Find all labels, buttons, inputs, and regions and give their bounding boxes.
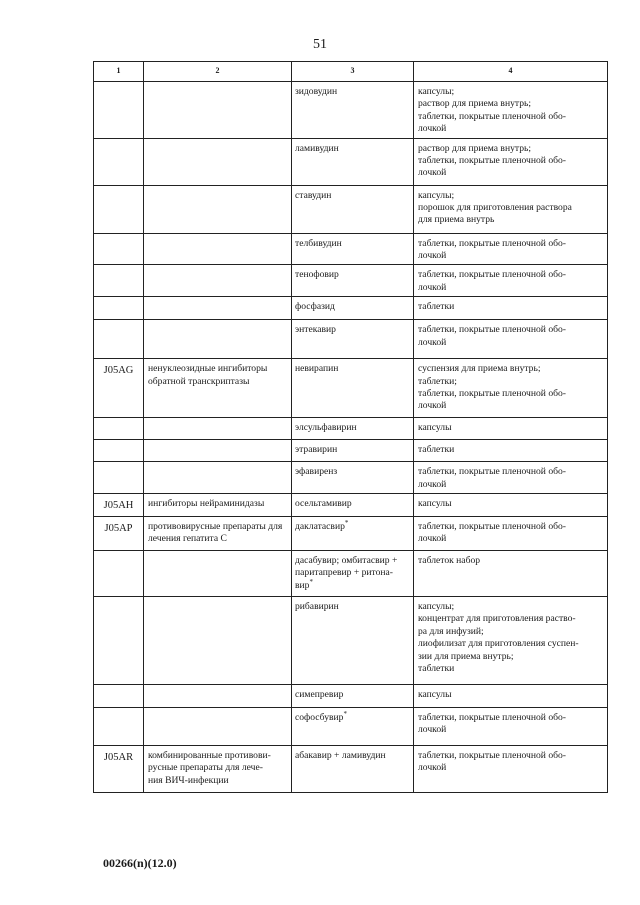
drug-name: софосбувир <box>295 712 344 724</box>
table-row <box>94 185 608 233</box>
table-row <box>94 746 608 793</box>
atc-code-cell <box>94 418 144 440</box>
drug-name-cell <box>292 685 414 708</box>
pharmacological-group-cell <box>144 138 292 185</box>
pharmacological-group-cell <box>144 233 292 265</box>
drug-name-cell <box>292 462 414 494</box>
pharmacological-group-cell <box>144 708 292 746</box>
dosage-form-cell: капсулы <box>414 418 608 440</box>
drug-name: невирапин <box>295 363 339 375</box>
pharmacological-group-cell <box>144 185 292 233</box>
dosage-form-cell: таблетки, покрытые пленочной обо- лочкой <box>414 233 608 265</box>
drug-table <box>93 61 608 793</box>
drug-name: рибавирин <box>295 601 339 613</box>
drug-name-cell <box>292 138 414 185</box>
drug-name-cell <box>292 517 414 551</box>
atc-code-cell <box>94 440 144 462</box>
dosage-form-cell: капсулы; раствор для приема внутрь; таблетки, покрытые пленочной обо- лочкой <box>414 82 608 139</box>
drug-name-cell <box>292 746 414 793</box>
pharmacological-group-cell <box>144 82 292 139</box>
dosage-form-cell: таблетки, покрытые пленочной обо- лочкой <box>414 320 608 359</box>
pharmacological-group-cell: ингибиторы нейраминидазы <box>144 494 292 517</box>
dosage-form-cell: капсулы <box>414 685 608 708</box>
atc-code-cell <box>94 708 144 746</box>
table-row <box>94 708 608 746</box>
dosage-form-cell: раствор для приема внутрь; таблетки, покрытые пленочной обо- лочкой <box>414 138 608 185</box>
table-row <box>94 551 608 597</box>
column-header-1: 1 <box>94 62 144 82</box>
drug-name: телбивудин <box>295 237 342 249</box>
dosage-form-cell: таблетки, покрытые пленочной обо- лочкой <box>414 746 608 793</box>
table-row <box>94 597 608 685</box>
dosage-form-cell: таблетки, покрытые пленочной обо- лочкой <box>414 708 608 746</box>
drug-name: ламивудин <box>295 142 339 154</box>
drug-name: энтекавир <box>295 324 336 336</box>
atc-code-cell <box>94 597 144 685</box>
column-header-2: 2 <box>144 62 292 82</box>
pharmacological-group-cell: комбинированные противови- русные препараты для лече- ния ВИЧ-инфекции <box>144 746 292 793</box>
atc-code-cell <box>94 233 144 265</box>
drug-name: эфавиренз <box>295 466 338 478</box>
note-mark: * <box>309 577 313 586</box>
table-row <box>94 517 608 551</box>
drug-name: элсульфавирин <box>295 422 357 434</box>
pharmacological-group-cell: ненуклеозидные ингибиторы обратной транскриптазы <box>144 359 292 418</box>
pharmacological-group-cell <box>144 297 292 320</box>
drug-name-cell <box>292 297 414 320</box>
atc-code-cell <box>94 685 144 708</box>
table-row <box>94 233 608 265</box>
note-mark: * <box>344 518 349 527</box>
atc-code-cell <box>94 265 144 297</box>
pharmacological-group-cell <box>144 597 292 685</box>
pharmacological-group-cell <box>144 265 292 297</box>
page-number: 51 <box>313 37 327 52</box>
drug-name: ставудин <box>295 189 332 201</box>
dosage-form-cell: таблетки, покрытые пленочной обо- лочкой <box>414 265 608 297</box>
table-row <box>94 297 608 320</box>
drug-name: абакавир + ламивудин <box>295 750 386 762</box>
drug-name: дасабувир; омбитасвир + паритапревир + ритона- вир <box>295 555 398 591</box>
document-code: 00266(n)(12.0) <box>103 856 177 870</box>
dosage-form-cell: суспензия для приема внутрь; таблетки; таблетки, покрытые пленочной обо- лочкой <box>414 359 608 418</box>
drug-name-cell <box>292 233 414 265</box>
drug-name-cell <box>292 82 414 139</box>
drug-name-cell <box>292 359 414 418</box>
pharmacological-group-cell <box>144 462 292 494</box>
drug-name-cell <box>292 418 414 440</box>
drug-name-cell <box>292 597 414 685</box>
drug-name: этравирин <box>295 444 338 456</box>
pharmacological-group-cell <box>144 685 292 708</box>
drug-name-cell <box>292 494 414 517</box>
table-row <box>94 462 608 494</box>
note-mark: * <box>343 709 347 718</box>
atc-code-cell <box>94 82 144 139</box>
dosage-form-cell: таблетки <box>414 297 608 320</box>
drug-name: фосфазид <box>295 301 335 313</box>
table-row <box>94 82 608 139</box>
dosage-form-cell: таблетки, покрытые пленочной обо- лочкой <box>414 462 608 494</box>
table-row <box>94 138 608 185</box>
pharmacological-group-cell <box>144 440 292 462</box>
column-header-4: 4 <box>414 62 608 82</box>
table-row <box>94 320 608 359</box>
atc-code-cell: J05AP <box>94 517 144 551</box>
table-row <box>94 359 608 418</box>
column-header-3: 3 <box>292 62 414 82</box>
drug-name-cell <box>292 265 414 297</box>
drug-name: осельтамивир <box>295 498 352 510</box>
atc-code-cell <box>94 185 144 233</box>
atc-code-cell <box>94 551 144 597</box>
drug-name-cell <box>292 320 414 359</box>
dosage-form-cell: таблетки, покрытые пленочной обо- лочкой <box>414 517 608 551</box>
drug-name-cell <box>292 440 414 462</box>
drug-name-cell <box>292 708 414 746</box>
atc-code-cell: J05AR <box>94 746 144 793</box>
table-header-row <box>94 62 608 82</box>
pharmacological-group-cell <box>144 320 292 359</box>
dosage-form-cell: таблетки <box>414 440 608 462</box>
drug-name: даклатасвир <box>295 521 345 533</box>
table-row <box>94 418 608 440</box>
atc-code-cell <box>94 320 144 359</box>
atc-code-cell <box>94 297 144 320</box>
pharmacological-group-cell <box>144 418 292 440</box>
drug-name-cell <box>292 185 414 233</box>
atc-code-cell <box>94 462 144 494</box>
dosage-form-cell: капсулы; концентрат для приготовления раство- ра для инфузий; лиофилизат для приготовления суспен- зии для приема внутрь; таблетки <box>414 597 608 685</box>
dosage-form-cell: таблеток набор <box>414 551 608 597</box>
pharmacological-group-cell: противовирусные препараты для лечения гепатита С <box>144 517 292 551</box>
drug-name: симепревир <box>295 689 344 701</box>
drug-name-cell <box>292 551 414 597</box>
drug-name: тенофовир <box>295 269 339 281</box>
drug-name: зидовудин <box>295 86 338 97</box>
dosage-form-cell: капсулы; порошок для приготовления раствора для приема внутрь <box>414 185 608 233</box>
table-row <box>94 685 608 708</box>
table-row <box>94 440 608 462</box>
table-row <box>94 265 608 297</box>
atc-code-cell: J05AH <box>94 494 144 517</box>
pharmacological-group-cell <box>144 551 292 597</box>
dosage-form-cell: капсулы <box>414 494 608 517</box>
atc-code-cell: J05AG <box>94 359 144 418</box>
atc-code-cell <box>94 138 144 185</box>
table-row <box>94 494 608 517</box>
